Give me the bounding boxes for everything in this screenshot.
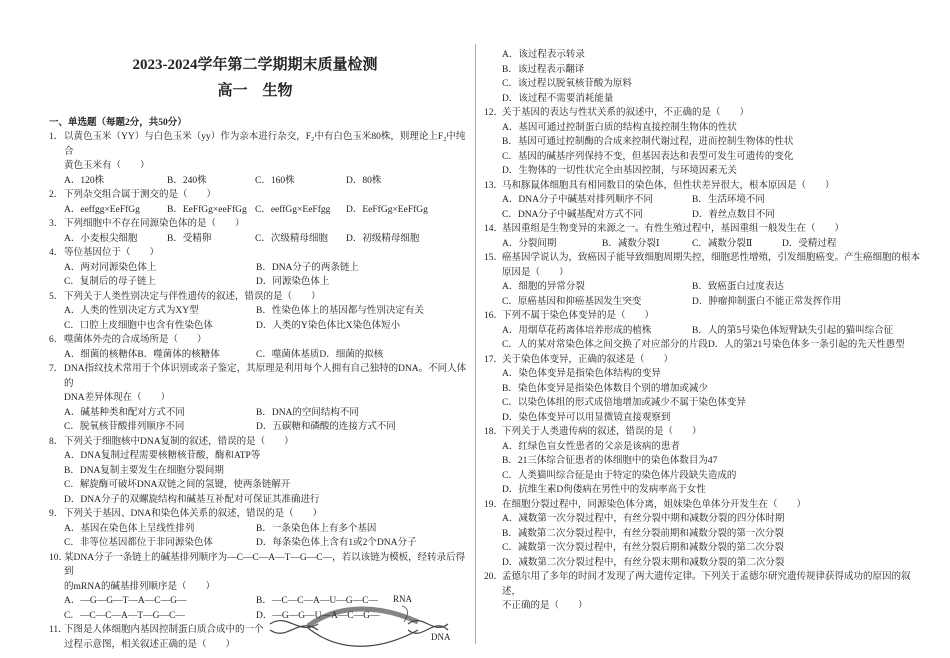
answer-option: A．基因在染色体上呈线性排列 [64, 523, 195, 534]
options-row [502, 48, 924, 63]
answer-option: D．初级精母细胞 [346, 233, 420, 244]
answer-option: D．人的第21号染色体多一条引起的先天性愚型 [707, 340, 905, 350]
answer-option: A．红绿色盲女性患者的父亲是该病的患者 [502, 441, 680, 452]
question-number: 19． [484, 499, 504, 510]
question-number: 10． [49, 552, 69, 563]
options-row [502, 382, 924, 397]
options-row [64, 348, 474, 363]
question-stem: 的mRNA的碱基排列顺序是（ ） [64, 581, 215, 592]
options-row [64, 536, 474, 551]
question-number: 14． [484, 224, 504, 234]
question-number: 4． [49, 248, 64, 258]
answer-option: D．EeFfGg×EeFfGg [346, 204, 428, 215]
question [484, 251, 924, 309]
answer-option: C．减数第一次分裂过程中，有丝分裂后期和减数分裂的第二次分裂 [502, 543, 784, 553]
answer-option: D．—G—G—U—A—C—G— [256, 610, 380, 621]
left-column [49, 130, 474, 652]
answer-option: B．一条染色体上有多个基因 [256, 523, 377, 534]
answer-option: D．肿瘤抑制蛋白不能正常发挥作用 [692, 296, 842, 307]
question-stem: 马和豚鼠体细胞具有相同数目的染色体，但性状差异很大，根本原因是（ ） [502, 180, 835, 191]
answer-option: B．DNA分子的两条链上 [256, 262, 359, 273]
answer-option: D．人类的Y染色体比X染色体短小 [256, 320, 401, 331]
question [49, 188, 474, 217]
exam-title: 2023-2024学年第二学期期末质量检测 [132, 57, 378, 73]
answer-option: A．两对同源染色体上 [64, 262, 157, 273]
answer-option: C．160株 [255, 175, 295, 186]
options-row [502, 454, 924, 469]
rna-label: RNA [393, 594, 413, 604]
question-stem: 不正确的是（ ） [502, 601, 588, 611]
answer-option: A．该过程表示转录 [502, 50, 585, 60]
section-heading: 一、单选题（每题2分，共50分） [49, 118, 187, 128]
question [484, 498, 924, 571]
options-pair [256, 348, 474, 363]
options-row [502, 367, 924, 382]
options-row [502, 193, 924, 208]
question-stem: 原因是（ ） [502, 267, 569, 278]
question-stem: 下列关于基因、DNA和染色体关系的叙述，错误的是（ ） [64, 509, 323, 519]
answer-option: B．基因可通过控制酶的合成来控制代谢过程，进而控制生物体的性状 [502, 137, 794, 147]
answer-option: C．非等位基因都位于非同源染色体 [64, 538, 213, 548]
options-row [502, 338, 924, 353]
answer-option: B．噬菌体的核糖体 [137, 349, 220, 360]
options-row [502, 295, 924, 310]
question [484, 570, 924, 614]
options-row [502, 556, 924, 571]
answer-option: B．生活环境不同 [692, 195, 765, 205]
options-row [502, 324, 924, 339]
answer-option: B．受精卵 [167, 233, 212, 244]
question-number: 11． [49, 625, 68, 635]
options-row [502, 396, 924, 411]
answer-option: C．eeffGg×EeFfgg [255, 204, 331, 215]
question [49, 130, 474, 188]
answer-option: A．细胞的异常分裂 [502, 282, 585, 292]
question-stem: 某DNA分子一条链上的碱基排列顺序为—C—C—A—T—G—C—，若以该链为模板，经转录后得到 [64, 552, 466, 577]
question [49, 435, 474, 508]
answer-option: A．—G—G—T—A—C—G— [64, 596, 187, 606]
options-row [64, 420, 474, 435]
answer-option: D．同源染色体上 [256, 277, 330, 287]
dna-label: DNA [431, 632, 451, 642]
question-number: 16． [484, 311, 504, 321]
question-number: 1． [49, 132, 64, 142]
answer-option: A．120株 [64, 175, 105, 186]
answer-option: B．性染色体上的基因都与性别决定有关 [256, 306, 424, 316]
question-number: 9． [49, 509, 64, 519]
answer-option: A．eeffgg×EeFfGg [64, 204, 140, 215]
options-row [502, 483, 924, 498]
question-number: 12． [484, 108, 504, 118]
question-stem: 下列不属于染色体变异的是（ ） [502, 311, 655, 321]
column-divider [475, 44, 476, 644]
options-row [502, 411, 924, 426]
question [484, 309, 924, 353]
answer-option: D．受精过程 [782, 238, 837, 249]
answer-option: D．生物体的一切性状完全由基因控制，与环境因素无关 [502, 166, 737, 176]
question [484, 222, 924, 251]
answer-option: B．21三体综合征患者的体细胞中的染色体数目为47 [502, 456, 718, 466]
question-number: 7． [49, 364, 64, 374]
answer-option: B．染色体变异是指染色体数目个别的增加或减少 [502, 383, 708, 394]
question [49, 362, 474, 435]
rna-strand [308, 609, 418, 626]
answer-option: C．脱氧核苷酸排列顺序不同 [64, 422, 185, 432]
options-row [502, 63, 924, 78]
options-row [64, 275, 474, 290]
options-row [502, 469, 924, 484]
question-number: 3． [49, 219, 64, 229]
question-number: 18． [484, 427, 504, 437]
answer-option: D．每条染色体上含有1或2个DNA分子 [256, 538, 417, 548]
question-stem: 下图是人体细胞内基因控制蛋白质合成中的一个 [64, 625, 264, 635]
answer-option: C．基因的碱基序列保持不变，但基因表达和表型可发生可遗传的变化 [502, 151, 794, 162]
answer-option: C．复制后的母子链上 [64, 277, 156, 287]
answer-option: B．EeFfGg×eeFfGg [167, 204, 247, 215]
options-row [502, 541, 924, 556]
question-number: 6． [49, 335, 64, 345]
question-stem: 基因重组是生物变异的来源之一。有性生殖过程中，基因重组一般发生在（ ） [502, 224, 845, 234]
options-row [64, 232, 474, 247]
question [484, 106, 924, 179]
answer-option: D．DNA分子的双螺旋结构和碱基互补配对可保证其准确进行 [64, 494, 320, 505]
answer-option: C．口腔上皮细胞中也含有性染色体 [64, 320, 213, 331]
options-row [64, 522, 474, 537]
answer-option: C．减数分裂Ⅱ [692, 238, 753, 249]
options-row [502, 440, 924, 455]
options-row [502, 150, 924, 165]
answer-option: D．染色体变异可以用显微镜直接观察到 [502, 412, 671, 423]
options-row [64, 493, 474, 508]
question-stem: 下列关于人类性别决定与伴性遗传的叙述，错误的是（ ） [64, 291, 321, 302]
question-stem: 下列关于细胞核中DNA复制的叙述，错误的是（ ） [64, 436, 294, 447]
answer-option: D．抗维生素D佝偻病在男性中的发病率高于女性 [502, 485, 706, 495]
exam-subtitle: 高一 生物 [217, 83, 293, 99]
right-column [484, 48, 924, 614]
options-pair [64, 348, 256, 363]
answer-option: A．用烟草花药离体培养形成的植株 [502, 325, 652, 336]
question-stem: 下列细胞中不存在同源染色体的是（ ） [64, 219, 245, 229]
answer-option: A．细菌的核糖体 [64, 349, 138, 360]
answer-option: C．人的某对常染色体之间交换了对应部分的片段 [502, 340, 708, 350]
question [484, 425, 924, 498]
answer-option: D．80株 [346, 175, 382, 186]
question-number: 15． [484, 253, 504, 263]
options-row [64, 261, 474, 276]
options-row [502, 135, 924, 150]
options-row [64, 304, 474, 319]
answer-option: B．—C—C—A—U—G—C— [256, 596, 378, 606]
question-number: 8． [49, 436, 64, 447]
question-stem: 下列杂交组合属于测交的是（ ） [64, 190, 217, 200]
answer-option: C．—C—C—A—T—G—C— [64, 610, 185, 621]
answer-option: B．240株 [167, 175, 207, 186]
answer-option: B．致癌蛋白过度表达 [692, 282, 784, 292]
options-row [502, 512, 924, 527]
question-stem: 关于基因的表达与性状关系的叙述中，不正确的是（ ） [502, 108, 750, 118]
answer-option: B．减数分裂Ⅰ [602, 238, 660, 249]
answer-option: B．人的第5号染色体短臂缺失引起的猫叫综合征 [692, 325, 894, 336]
answer-option: B．该过程表示翻译 [502, 64, 585, 75]
question-stem: 过程示意图，相关叙述正确的是（ ） [64, 639, 236, 650]
question-stem: 癌基因学说认为，致癌因子能导致细胞周期失控，细胞恶性增殖，引发细胞癌变。产生癌细胞的根本 [502, 253, 921, 263]
answer-option: A．染色体变异是指染色体结构的变异 [502, 369, 661, 379]
question-stem: DNA差异体现在（ ） [64, 393, 171, 403]
answer-option: B．减数第二次分裂过程中，有丝分裂前期和减数分裂的第一次分裂 [502, 528, 784, 539]
question-stem: 孟德尔用了多年的时间才发现了两大遗传定律。下列关于孟德尔研究遗传规律获得成功的原因的叙述， [502, 572, 911, 597]
answer-option: D．细菌的拟核 [319, 349, 384, 360]
answer-option: B．DNA的空间结构不同 [256, 407, 359, 418]
question [49, 333, 474, 362]
options-row [502, 92, 924, 107]
question-stem: 等位基因位于（ ） [64, 248, 160, 258]
answer-option: A．DNA分子中碱基对排列顺序不同 [502, 195, 653, 205]
question-stem: 以黄色玉米（YY）与白色玉米（yy）作为亲本进行杂交，F₂中有白色玉米80株，则理论上F₂中纯合 [64, 132, 466, 157]
question-stem: 在细胞分裂过程中，同源染色体分离，姐妹染色单体分开发生在（ ） [502, 499, 807, 510]
question-number: 20． [484, 572, 504, 582]
answer-option: C．以染色体组的形式成倍地增加或减少不属于染色体变异 [502, 398, 746, 408]
question-stem: 黄色玉米有（ ） [64, 161, 150, 171]
options-row [502, 77, 924, 92]
options-row [64, 203, 474, 218]
options-row [502, 280, 924, 295]
question [49, 246, 474, 290]
question-stem: 噬菌体外壳的合成场所是（ ） [64, 335, 207, 345]
question [49, 217, 474, 246]
options-row [64, 464, 474, 479]
answer-option: A．人类的性别决定方式为XY型 [64, 306, 199, 316]
answer-option: B．DNA复制主要发生在细胞分裂间期 [64, 465, 224, 476]
question-number: 13． [484, 180, 504, 191]
options-row [502, 527, 924, 542]
transcription-diagram [268, 604, 453, 650]
answer-option: C．解旋酶可破坏DNA双链之间的氢键，使两条链解开 [64, 480, 291, 490]
options-row [502, 121, 924, 136]
options-row [64, 174, 474, 189]
answer-option: D．减数第二次分裂过程中，有丝分裂末期和减数分裂的第二次分裂 [502, 557, 785, 568]
question-stem: 下列关于人类遗传病的叙述，错误的是（ ） [502, 427, 702, 437]
question [484, 48, 924, 106]
answer-option: D．着丝点数目不同 [692, 209, 775, 220]
answer-option: C．次级精母细胞 [255, 233, 328, 244]
question-number: 2． [49, 190, 64, 200]
answer-option: A．减数第一次分裂过程中，有丝分裂中期和减数分裂的四分体时期 [502, 514, 785, 524]
options-row [64, 449, 474, 464]
answer-option: A．DNA复制过程需要核糖核苷酸，酶和ATP等 [64, 451, 261, 461]
options-row [64, 406, 474, 421]
question [49, 290, 474, 334]
answer-option: C．DNA分子中碱基配对方式不同 [502, 209, 643, 220]
dna-template-strand [308, 628, 418, 646]
answer-option: C．原癌基因和抑癌基因发生突变 [502, 296, 642, 307]
question [484, 353, 924, 426]
answer-option: C．噬菌体基质 [256, 349, 320, 360]
question-number: 17． [484, 354, 504, 365]
options-row [64, 319, 474, 334]
answer-option: C．该过程以脱氧核苷酸为原料 [502, 79, 632, 89]
answer-option: A．小麦根尖细胞 [64, 233, 138, 244]
answer-option: A．碱基种类和配对方式不同 [64, 407, 185, 418]
options-row [502, 208, 924, 223]
answer-option: D．五碳糖和磷酸的连接方式不同 [256, 422, 396, 432]
answer-option: C．人类猫叫综合征是由于特定的染色体片段缺失造成的 [502, 470, 737, 481]
answer-option: A．分裂间期 [502, 238, 557, 249]
answer-option: D．该过程不需要消耗能量 [502, 93, 614, 104]
options-row [64, 478, 474, 493]
answer-option: A．基因可通过控制蛋白质的结构直接控制生物体的性状 [502, 122, 737, 133]
question [49, 507, 474, 551]
options-row [502, 237, 924, 252]
question [484, 179, 924, 223]
question-stem: DNA指纹技术常用于个体识别或亲子鉴定，其原理是利用每个人拥有自己独特的DNA。不同人体的 [64, 364, 467, 389]
question-number: 5． [49, 291, 64, 302]
question-stem: 关于染色体变异，正确的叙述是（ ） [502, 354, 674, 365]
options-row [502, 164, 924, 179]
